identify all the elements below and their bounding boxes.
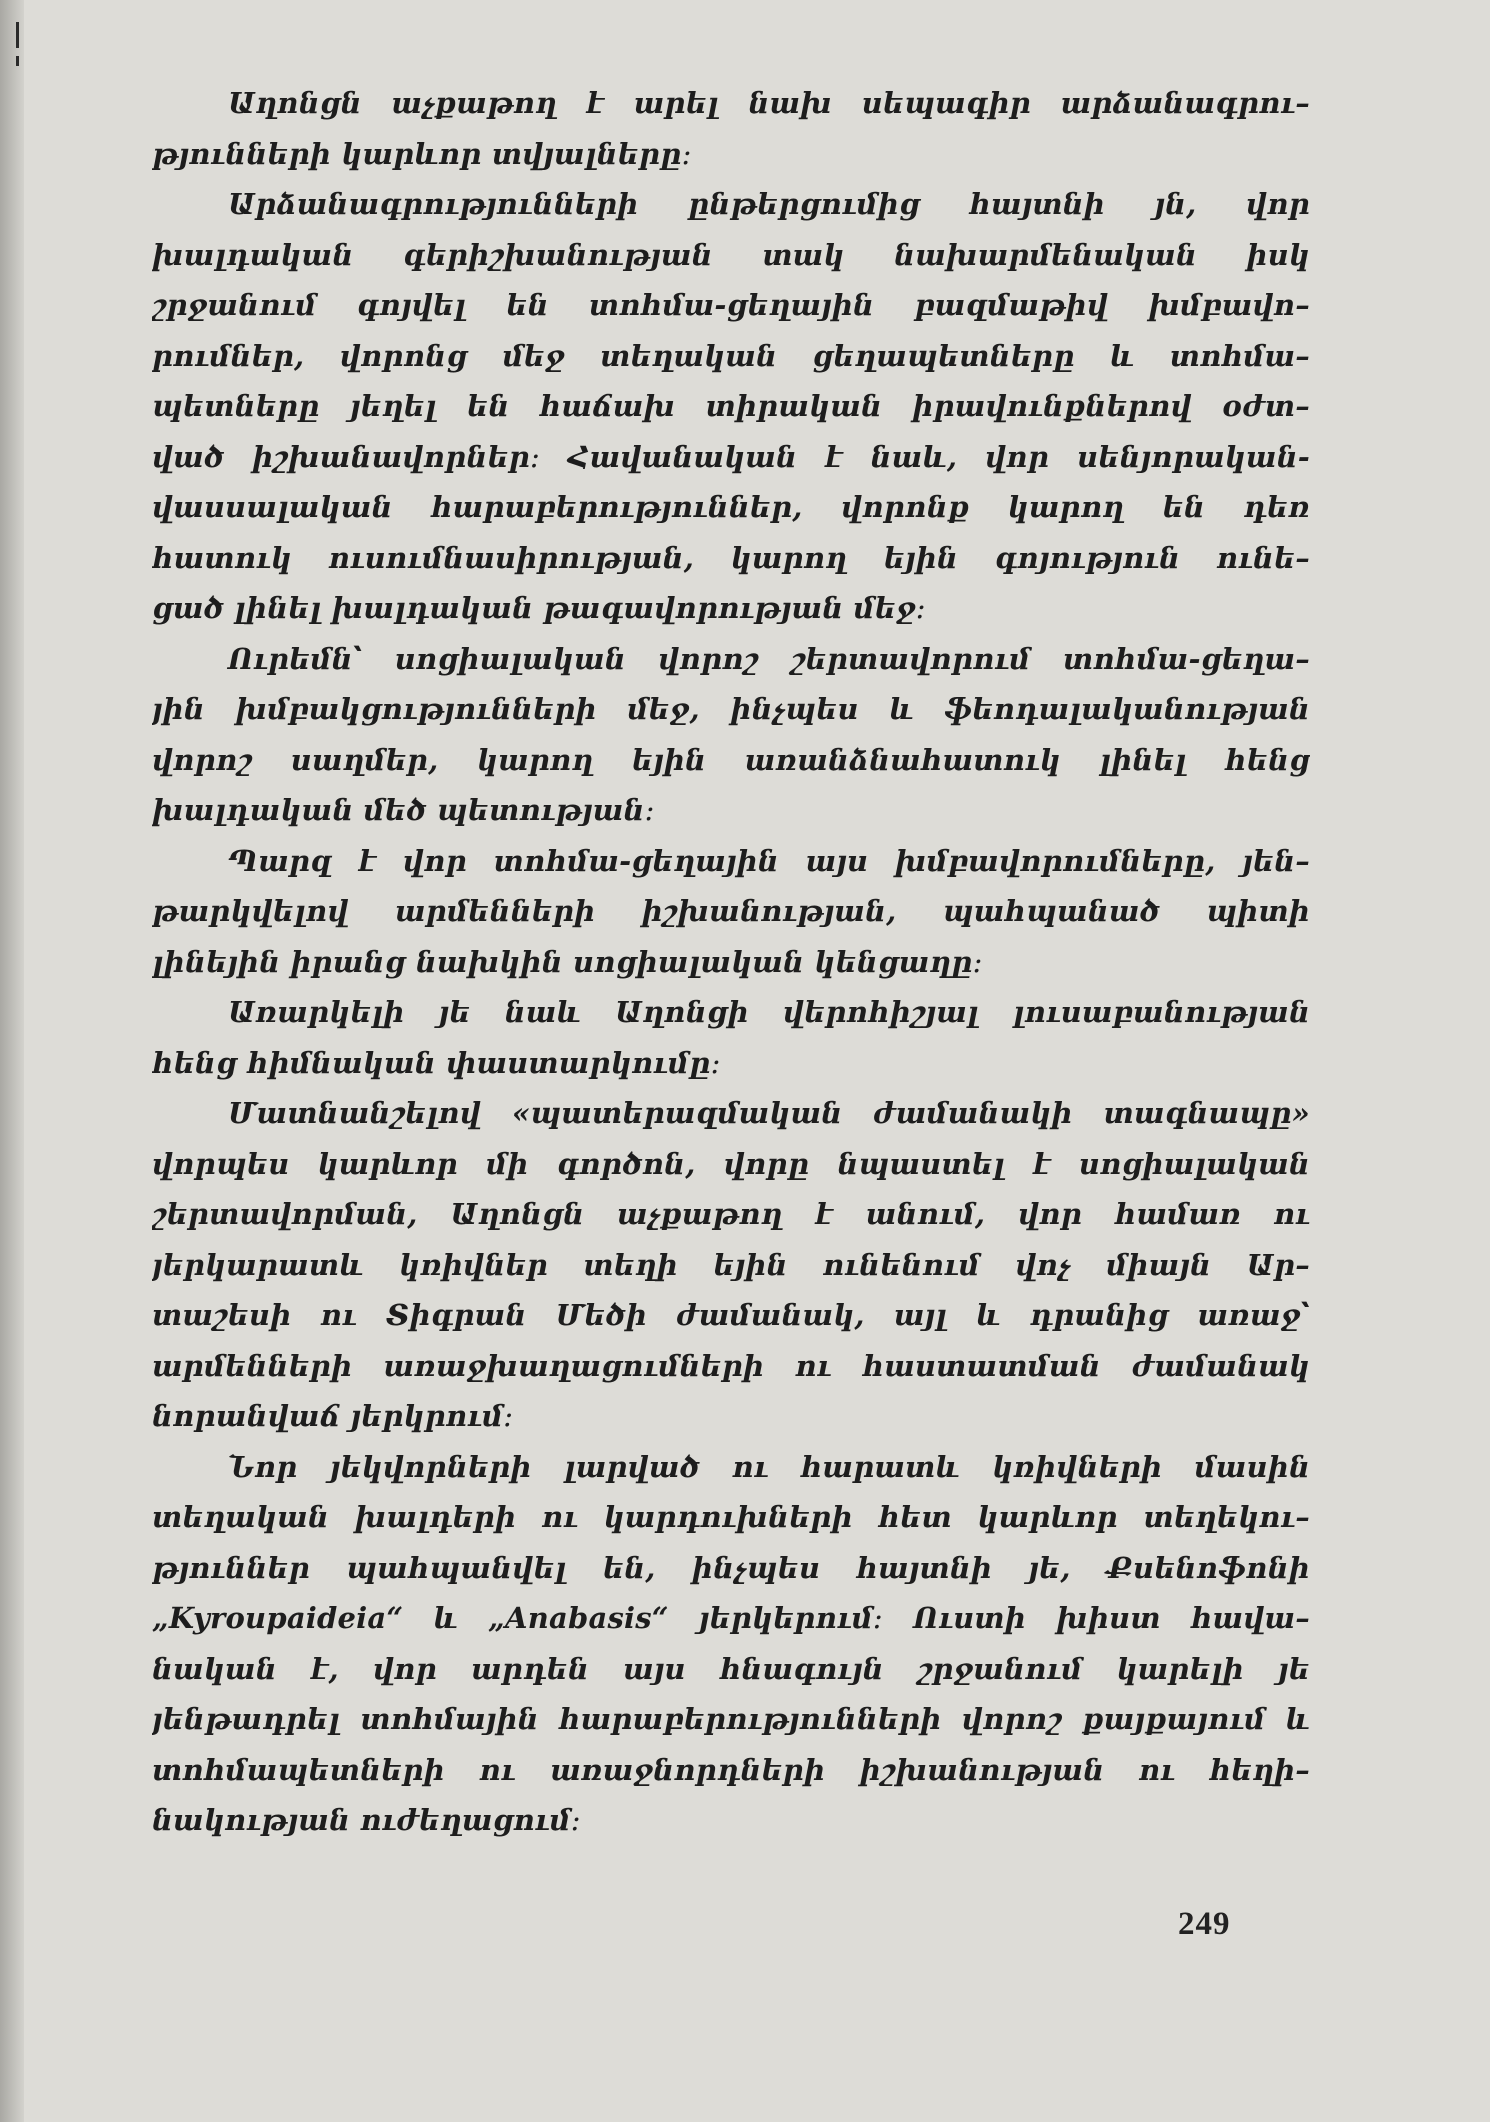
text-line: թարկվելով արմենների իշխանության, պահպանած պիտի [152, 894, 1310, 928]
text-line: վասսալական հարաբերություններ, վորոնք կարող են դեռ [152, 490, 1310, 524]
text-line: թյունների կարևոր տվյալները։ [152, 136, 692, 171]
text-line: տաշեսի ու Տիգրան Մեծի ժամանակ, այլ և դրանից առաջ՝ [152, 1298, 1310, 1332]
text-line: արմենների առաջխաղացումների ու հաստատման ժամանակ [152, 1348, 1310, 1383]
text-line: նակության ուժեղացում։ [152, 1803, 581, 1837]
text-line: „Kyroupaideia“ և „Anabasis“ յերկերում։ Ուստի խիստ հավա– [152, 1601, 1310, 1635]
text-line: վորպես կարևոր մի գործոն, վորը նպաստել է սոցիալական [152, 1146, 1310, 1181]
text-line: րումներ, վորոնց մեջ տեղական ցեղապետները և տոհմա– [152, 338, 1310, 373]
text-line: յին խմբակցությունների մեջ, ինչպես և ֆեոդալականության [152, 692, 1310, 726]
text-line: ված իշխանավորներ։ Հավանական է նաև, վոր սենյորական- [152, 439, 1310, 474]
body-text [152, 78, 1310, 1846]
text-line: հատուկ ուսումնասիրության, կարող եյին գոյություն ունե– [152, 540, 1310, 575]
text-line: Արձանագրությունների ընթերցումից հայտնի յն, վոր [228, 187, 1310, 221]
page-number: 249 [1178, 1906, 1231, 1942]
text-line: Պարզ է վոր տոհմա-ցեղային այս խմբավորումները, յեն– [228, 843, 1310, 878]
text-line: շերտավորման, Աղոնցն աչքաթող է անում, վոր համառ ու [152, 1197, 1310, 1231]
text-line: ցած լինել խալդական թագավորության մեջ։ [152, 591, 926, 625]
text-line: վորոշ սաղմեր, կարող եյին առանձնահատուկ լինել հենց [152, 742, 1310, 777]
text-line: Մատնանշելով «պատերազմական ժամանակի տագնապը» [228, 1096, 1310, 1130]
text-line: խալդական գերիշխանության տակ նախարմենական իսկ [152, 237, 1310, 272]
text-line: Աղոնցն աչքաթող է արել նախ սեպագիր արձանագրու– [228, 86, 1310, 120]
text-line: նական է, վոր արդեն այս հնագույն շրջանում կարելի յե [152, 1651, 1310, 1686]
text-line: Ուրեմն՝ սոցիալական վորոշ շերտավորում տոհմա-ցեղա– [228, 641, 1310, 676]
text-line: յենթադրել տոհմային հարաբերությունների վորոշ քայքայում և [152, 1702, 1310, 1736]
text-line: Առարկելի յե նաև Աղոնցի վերոհիշյալ լուսաբանության [228, 995, 1310, 1029]
text-line: լինեյին իրանց նախկին սոցիալական կենցաղը։ [152, 944, 983, 979]
text-line: յերկարատև կռիվներ տեղի եյին ունենում վոչ միայն Ար– [152, 1247, 1310, 1282]
gutter-mark [16, 22, 19, 48]
text-line: տեղական խալդերի ու կարդուխների հետ կարևոր տեղեկու– [152, 1500, 1310, 1534]
text-line: Նոր յեկվորների լարված ու հարատև կռիվների մասին [228, 1449, 1310, 1484]
text-line: տոհմապետների ու առաջնորդների իշխանության ու հեղի– [152, 1752, 1310, 1787]
text-line: շրջանում գոյվել են տոհմա-ցեղային բազմաթիվ խմբավո– [152, 288, 1310, 322]
text-line: խալդական մեծ պետության։ [152, 793, 655, 827]
text-line: նորանվաճ յերկրում։ [152, 1399, 514, 1433]
text-line: պետները յեղել են հաճախ տիրական իրավունքներով օժտ– [152, 389, 1310, 423]
text-line: հենց հիմնական փաստարկումը։ [152, 1045, 721, 1080]
page-gutter [0, 0, 24, 2122]
gutter-mark [16, 56, 19, 66]
text-line: թյուններ պահպանվել են, ինչպես հայտնի յե, Քսենոֆոնի [152, 1550, 1310, 1585]
